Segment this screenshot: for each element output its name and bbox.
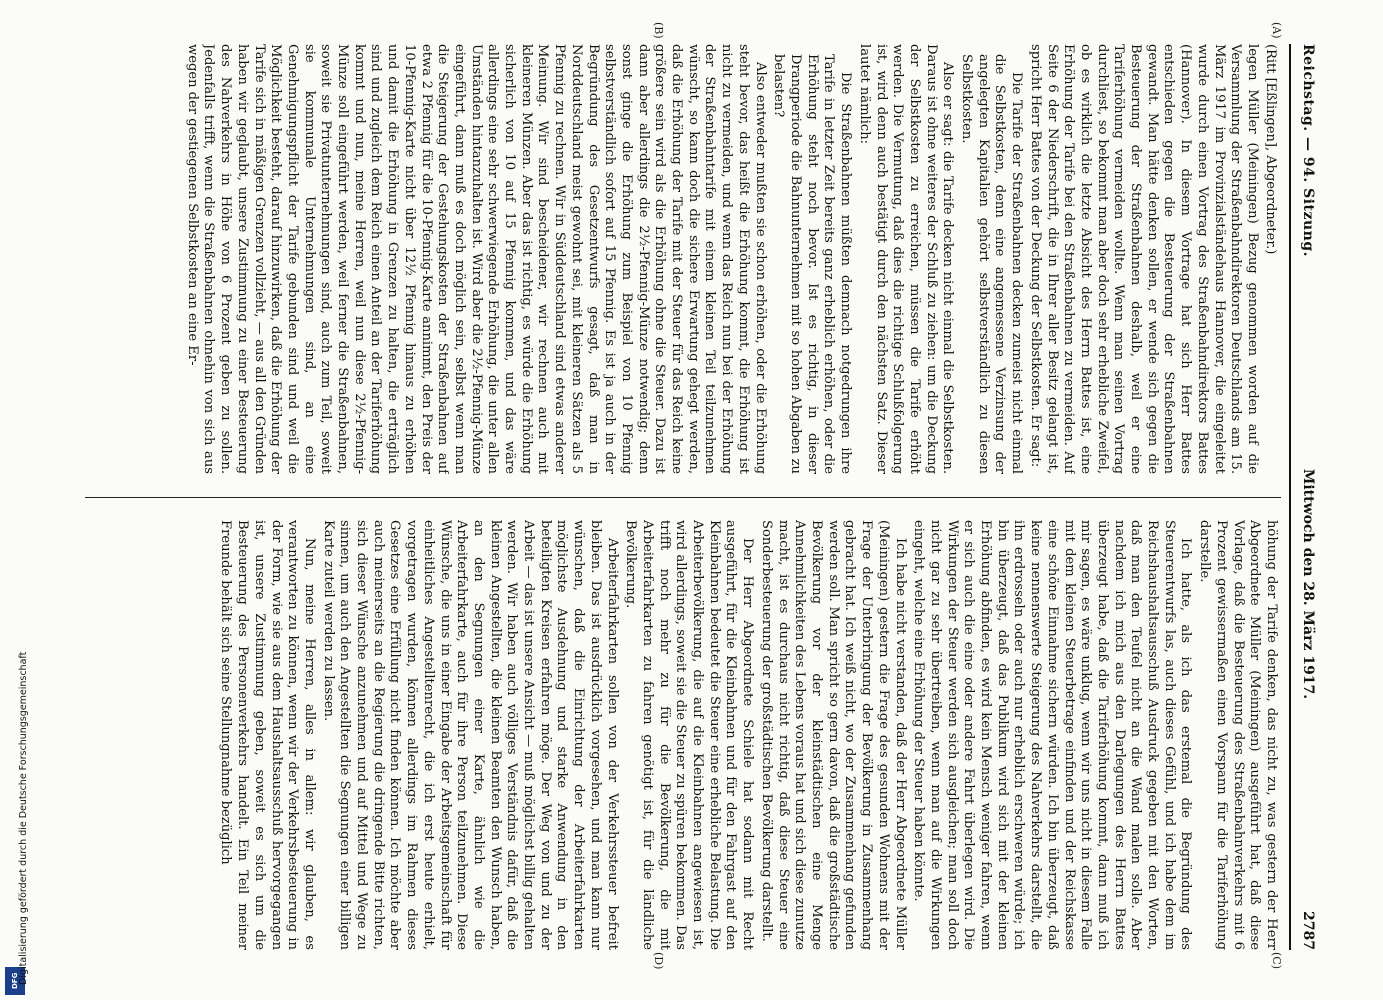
- rotated-page-content: [75, 22, 1325, 970]
- quote: Die Straßenbahnen müßten demnach notgedrungen ihre Tarife in letzter Zeit bereits ganz erheblich erhöhen, oder die Erhöhung steht noch bevor. Ist es richtig, in dieser Drangperiode die Bahnunternehmen mit so hohen Abgaben zu belasten?: [771, 54, 854, 474]
- margin-mark-b: (B): [652, 22, 665, 39]
- page-header: [1289, 44, 1325, 950]
- paragraph: legen Müller (Meiningen) Bezug genommen worden auf die Versammlung der Straßenbahndirektoren Deutschlands am 15. März 1917 im Provinzialständehaus Hannover, die eingeleitet wurde durch einen Vortrag des Straßenbahndirektors Battes (Hannover). In diesem Vortrage hat sich Herr Battes entschieden gegen die Besteuerung der Straßenbahnen gewandt. Man hätte denken sollen, er wende sich gegen die Besteuerung der Straßenbahnen deshalb, weil er eine Tariferhöhung vermeiden wollte. Wenn man seinen Vortrag durchliest, so bekommt man aber doch sehr erhebliche Zweifel, ob es wirklich die letzte Absicht des Herrn Battes ist, eine Erhöhung der Tarife bei den Straßenbahnen zu vermeiden. Auf Seite 6 der Niederschrift, die in Ihrer aller Besitz gelangt ist, spricht Herr Battes von der Deckung der Selbstkosten. Er sagt:: [1027, 44, 1260, 474]
- header-session: Reichstag. — 94. Sitzung.: [1300, 44, 1316, 257]
- dfg-logo: DFG: [5, 967, 25, 995]
- paragraph: Nun, meine Herren, alles in allem: wir glauben, es verantworten zu können, wenn wir der Verkehrsbesteuerung in der Form, wie sie aus dem Haushaltsausschuß hervorgegangen ist, unsere Zustimmung geben, soweit es sich um die Besteuerung des Personenverkehrs handelt. Ein Teil meiner Freunde behält sich seine Stellungnahme bezüglich: [218, 520, 317, 950]
- paragraph: Also entweder mußten sie schon erhöhen, oder die Erhöhung steht bevor, das heißt die Erhöhung kommt, die Erhöhung ist nicht zu vermeiden, und wenn das Reich nun bei der Erhöhung der Straßenbahntarife mit einem kleinen Teil teilzunehmen wünscht, so kann doch die sichere Erwartung gehegt werden, daß die Erhöhung der Tarife mit der Steuer für das Reich keine größere sein wird als die Erhöhung ohne die Steuer. Dazu ist dann aber allerdings die 2½-Pfennig-Münze notwendig; denn sonst ginge die Erhöhung zum Beispiel von 10 Pfennig selbstverständlich sofort auf 15 Pfennig. Es ist ja auch in der Begründung des Gesetzentwurfs gesagt, daß man in Norddeutschland meist gewohnt sei, mit kleineren Sätzen als 5 Pfennig zu rechnen. Wir in Süddeutschland sind etwas anderer Meinung. Wir sind bescheidener, wir rechnen auch mit kleineren Münzen. Aber das ist richtig, es würde die Erhöhung sicherlich von 10 auf 15 Pfennig kommen, und das wäre allerdings eine sehr schwerwiegende Erhöhung, die unter allen Umständen hintanzuhalten ist. Wird aber die 2½-Pfennig-Münze eingeführt, dann muß es doch möglich sein, selbst wenn man die Steigerung der Gestehungskosten der Straßenbahnen auf etwa 2 Pfennig für die 10-Pfennig-Karte annimmt, den Preis der 10-Pfennig-Karte nicht über 12½ Pfennig hinaus zu erhöhen und damit die Erhöhung in Grenzen zu halten, die erträglich sind und zugleich dem Reich einen Anteil an der Tariferhöhung kommt und nun, meine Herren, weil nun diese 2½-Pfennig-Münze soll eingeführt werden, weil ferner die Straßenbahnen, soweit sie Privatunternehmungen sind, auch zum Teil, soweit sie kommunale Unternehmungen sind, an eine Genehmigungspflicht der Tarife gebunden sind und weil die Möglichkeit besteht, darauf hinzuwirken, daß die Erhöhung der Tarife sich in mäßigen Grenzen vollzieht, — aus all den Gründen haben wir geglaubt, unsere Zustimmung zu einer Besteuerung des Nahverkehrs in Höhe von 6 Prozent geben zu sollen. Jedenfalls trifft, wenn die Straßenbahnen ohnehin von sich aus wegen der gestiegenen Selbstkosten an eine Er-: [184, 44, 768, 474]
- paragraph: Arbeiterfahrkarten sollen von der Verkehrssteuer befreit bleiben. Das ist ausdrücklich vorgesehen, und man kann nur wünschen, daß die Einrichtung der Arbeiterfahrkarten möglichste Ausdehnung und starke Anwendung in den beteiligten Kreisen erfahren möge. Der Weg von und zu der Arbeit — das ist unsere Ansicht — muß möglichst billig gehalten werden. Wir haben auch völliges Verständnis dafür, daß die kleinen Angestellten, die kleinen Beamten den Wunsch haben, an den Segnungen einer Karte, ähnlich wie die Arbeiterfahrkarte, auch für ihre Person teilzunehmen. Diese Wünsche, die uns in einer Eingabe der Arbeitsgemeinschaft für einheitliches Angestelltenrecht, die ich erst heute erhielt, vorgetragen wurden, können allerdings im Rahmen dieses Gesetzes eine Erfüllung nicht finden können. Ich möchte aber auch meinerseits an die Regierung die dringende Bitte richten, sich dieser Wünsche anzunehmen und auf Mittel und Wege zu sinnen, um auch den Angestellten die Segnungen einer billigen Karte zuteil werden zu lassen.: [320, 520, 620, 950]
- speaker-line: (Ritt [Eßlingen], Abgeordneter.): [1263, 44, 1278, 255]
- paragraph: Ich habe nicht verstanden, daß der Herr Abgeordnete Müller (Meiningen) gestern die Frage des gesunden Wohnens mit der Frage der Unterbringung der Bevölkerung in Zusammenhang gebracht hat. Ich weiß nicht, wo der Zusammenhang gefunden werden soll. Man spricht so gern davon, daß die großstädtische Bevölkerung vor der kleinstädtischen eine Menge Annehmlichkeiten des Lebens voraus hat und sich diese zunutze macht, ist es durchaus nicht richtig, daß diese Steuer eine Sonderbesteuerung der großstädtischen Bevölkerung darstellt.: [758, 520, 908, 950]
- left-column: [89, 44, 1279, 474]
- paragraph: Der Herr Abgeordnete Schiele hat sodann mit Recht ausgeführt, für die Kleinbahnen und für den Fahrgast auf den Kleinbahnen bedeutet die Steuer eine erhebliche Belastung. Die Arbeiterbevölkerung, die auf die Kleinbahnen angewiesen ist, wird allerdings, soweit sie die Steuer zu spüren bekommen. Das trifft noch mehr zu für die Bevölkerung, die mit Arbeiterfahrkarten zu fahren genötigt ist, für die ländliche Bevölkerung.: [623, 520, 756, 950]
- column-divider: [85, 497, 1281, 498]
- paragraph: Ich hatte, als ich das erstemal die Begründung des Steuerentwurfs las, auch dieses Gefühl, und ich habe dem im Reichshaushaltsausschuß Ausdruck gegeben mit den Worten, daß man den Teufel nicht an die Wand malen solle. Aber nachdem ich mich aus den Darlegungen des Herrn Battes überzeugt habe, daß die Tariferhöhung kommt, dann muß ich mir sagen, es wäre unklug, wenn wir uns nicht in diesem Falle mit dem kleinen Steuerbetrage einfinden und der Reichskasse eine schöne Einnahme sichern würden. Ich bin überzeugt, daß keine nennenswerte Steigerung des Nahverkehrs darstellt, die ihn erdrosseln oder auch nur erheblich erschweren würde; ich bin überzeugt, daß das Publikum wird sich mit der kleinen Erhöhung abfinden, es wird kein Mensch weniger fahren, wenn er sich auch die eine oder andere Fahrt überlegen wird. Die Wirkungen der Steuer werden sich ausgleichen; man soll doch nicht gar zu sehr übertreiben, wenn man auf die Wirkungen eingeht, welche eine Erhöhung der Steuer haben könnte.: [911, 520, 1194, 950]
- paragraph: Also er sagt: die Tarife decken nicht einmal die Selbstkosten. Daraus ist ohne weiteres der Schluß zu ziehen: um die Deckung der Selbstkosten zu erreichen, müssen die Tarife erhöht werden. Die Vermutung, daß dies die richtige Schlußfolgerung ist, wird denn auch bestätigt durch den nächsten Satz. Dieser lautet nämlich:: [856, 44, 956, 474]
- margin-mark-a: (A): [1270, 22, 1283, 39]
- page-number: 2787: [1300, 911, 1316, 950]
- quote: Die Tarife der Straßenbahnen decken zumeist nicht einmal die Selbstkosten, denn eine angemessene Verzinsung der angelegten Kapitalien gehört selbstverständlich zu diesen Selbstkosten.: [959, 54, 1025, 474]
- margin-mark-d: (D): [652, 952, 665, 970]
- digitization-credit: Digitalisierung gefördert durch die Deutsche Forschungsgemeinschaft: [18, 651, 29, 985]
- margin-mark-c: (C): [1270, 952, 1283, 969]
- header-date: Mittwoch den 28. März 1917.: [1300, 468, 1316, 700]
- footer-strip: [2, 0, 28, 1000]
- paragraph: höhung der Tarife denken, das nicht zu, was gestern der Herr Abgeordnete Müller (Meiningen) ausgeführt hat, daß diese Vorlage, daß die Besteuerung des Straßenbahnverkehrs mit 6 Prozent gewissermaßen einen Vorspann für die Tariferhöhung darstelle.: [1197, 520, 1279, 950]
- right-column: [89, 520, 1279, 950]
